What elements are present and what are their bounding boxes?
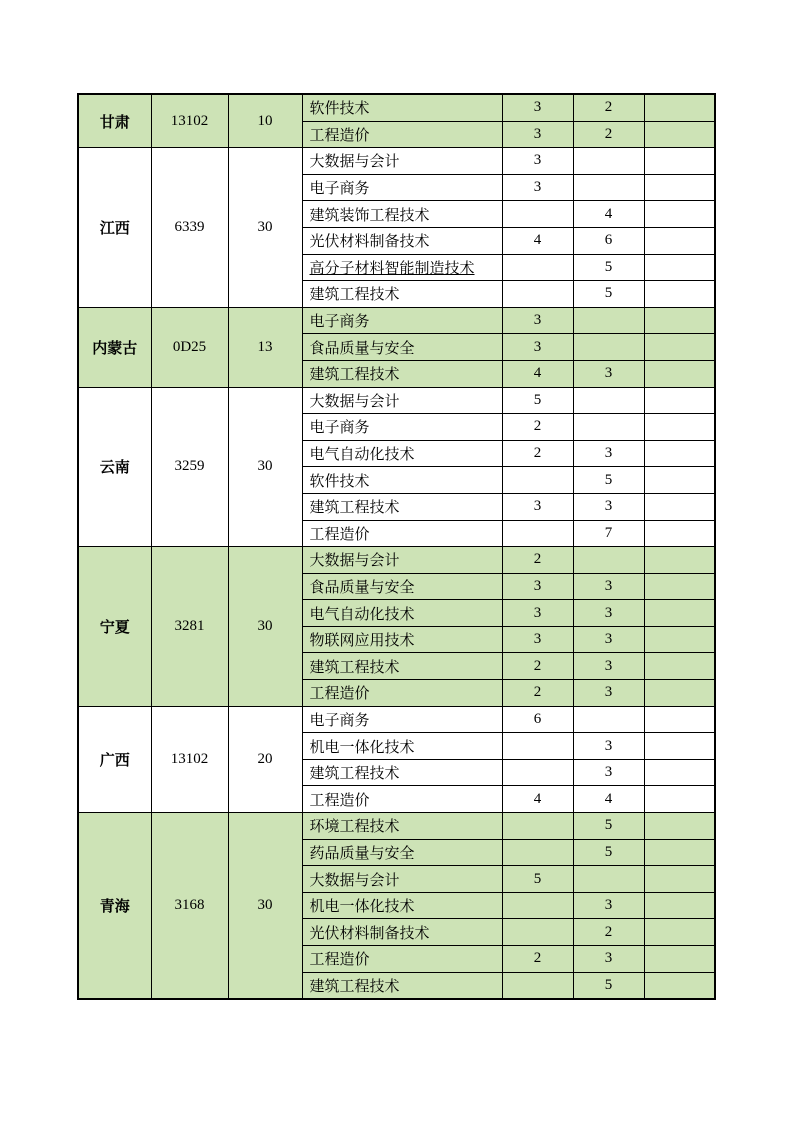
major-cell: 工程造价: [302, 121, 502, 148]
count-cell-3: [644, 360, 715, 387]
count-cell-2: 3: [573, 360, 644, 387]
count-cell-3: [644, 919, 715, 946]
count-cell-1: 3: [502, 600, 573, 627]
count-cell-2: 3: [573, 653, 644, 680]
major-cell: 机电一体化技术: [302, 892, 502, 919]
major-cell: 机电一体化技术: [302, 733, 502, 760]
major-cell: 工程造价: [302, 680, 502, 707]
count-cell-2: 4: [573, 786, 644, 813]
count-cell-2: 5: [573, 254, 644, 281]
count-cell-1: 4: [502, 360, 573, 387]
count-cell-1: [502, 839, 573, 866]
major-cell: 电子商务: [302, 706, 502, 733]
count-cell-3: [644, 866, 715, 893]
code-cell: 13102: [151, 94, 228, 148]
count-cell-1: 2: [502, 946, 573, 973]
count-cell-2: 2: [573, 94, 644, 121]
count-cell-1: [502, 759, 573, 786]
count-cell-2: [573, 307, 644, 334]
count-cell-2: 3: [573, 600, 644, 627]
count-cell-3: [644, 706, 715, 733]
count-cell-1: 2: [502, 440, 573, 467]
count-cell-1: [502, 467, 573, 494]
code-cell: 3168: [151, 813, 228, 1000]
count-cell-2: 3: [573, 573, 644, 600]
count-cell-1: 3: [502, 174, 573, 201]
count-cell-2: 5: [573, 839, 644, 866]
province-cell: 甘肃: [78, 94, 151, 148]
major-cell: 建筑工程技术: [302, 281, 502, 308]
code-cell: 3281: [151, 547, 228, 707]
table-row: [78, 307, 715, 334]
count-cell-3: [644, 440, 715, 467]
count-cell-1: [502, 892, 573, 919]
table-row: [78, 148, 715, 175]
count-cell-1: [502, 919, 573, 946]
plan-count-cell: 30: [228, 148, 302, 308]
count-cell-1: 4: [502, 227, 573, 254]
count-cell-2: 5: [573, 813, 644, 840]
major-cell: 建筑工程技术: [302, 493, 502, 520]
count-cell-2: [573, 148, 644, 175]
count-cell-2: [573, 174, 644, 201]
count-cell-1: 3: [502, 121, 573, 148]
count-cell-3: [644, 600, 715, 627]
count-cell-1: 3: [502, 307, 573, 334]
count-cell-2: [573, 387, 644, 414]
count-cell-3: [644, 733, 715, 760]
count-cell-2: 5: [573, 467, 644, 494]
province-cell: 内蒙古: [78, 307, 151, 387]
count-cell-2: [573, 414, 644, 441]
count-cell-2: 3: [573, 493, 644, 520]
count-cell-3: [644, 281, 715, 308]
count-cell-3: [644, 493, 715, 520]
count-cell-3: [644, 414, 715, 441]
count-cell-3: [644, 972, 715, 999]
count-cell-1: 5: [502, 387, 573, 414]
count-cell-3: [644, 307, 715, 334]
count-cell-1: 6: [502, 706, 573, 733]
count-cell-1: 3: [502, 493, 573, 520]
major-cell: 建筑工程技术: [302, 759, 502, 786]
count-cell-1: 3: [502, 626, 573, 653]
count-cell-1: [502, 281, 573, 308]
code-cell: 0D25: [151, 307, 228, 387]
count-cell-1: [502, 733, 573, 760]
count-cell-1: 3: [502, 148, 573, 175]
table-row: [78, 706, 715, 733]
count-cell-1: 5: [502, 866, 573, 893]
major-cell: 建筑工程技术: [302, 360, 502, 387]
table-row: [78, 94, 715, 121]
code-cell: 3259: [151, 387, 228, 547]
major-cell: 软件技术: [302, 467, 502, 494]
count-cell-2: 2: [573, 919, 644, 946]
plan-count-cell: 10: [228, 94, 302, 148]
province-cell: 江西: [78, 148, 151, 308]
table-row: [78, 813, 715, 840]
count-cell-2: 5: [573, 281, 644, 308]
count-cell-3: [644, 839, 715, 866]
count-cell-2: 2: [573, 121, 644, 148]
plan-count-cell: 13: [228, 307, 302, 387]
major-cell: [302, 254, 502, 281]
major-cell: 电子商务: [302, 307, 502, 334]
count-cell-2: 6: [573, 227, 644, 254]
count-cell-3: [644, 94, 715, 121]
count-cell-3: [644, 520, 715, 547]
plan-count-cell: 30: [228, 813, 302, 1000]
count-cell-1: [502, 972, 573, 999]
major-cell: 大数据与会计: [302, 148, 502, 175]
count-cell-1: 2: [502, 653, 573, 680]
count-cell-1: 4: [502, 786, 573, 813]
count-cell-3: [644, 626, 715, 653]
enrollment-plan-table: [77, 93, 716, 1000]
major-cell: 软件技术: [302, 94, 502, 121]
code-cell: 6339: [151, 148, 228, 308]
major-cell: 工程造价: [302, 520, 502, 547]
count-cell-3: [644, 547, 715, 574]
major-cell: 环境工程技术: [302, 813, 502, 840]
plan-count-cell: 30: [228, 387, 302, 547]
major-cell: 食品质量与安全: [302, 334, 502, 361]
count-cell-1: [502, 254, 573, 281]
count-cell-3: [644, 946, 715, 973]
code-cell: 13102: [151, 706, 228, 812]
major-cell: 光伏材料制备技术: [302, 227, 502, 254]
count-cell-2: 3: [573, 759, 644, 786]
count-cell-2: 4: [573, 201, 644, 228]
major-cell: 电气自动化技术: [302, 440, 502, 467]
count-cell-3: [644, 387, 715, 414]
count-cell-3: [644, 334, 715, 361]
count-cell-1: 3: [502, 94, 573, 121]
major-cell: 食品质量与安全: [302, 573, 502, 600]
count-cell-2: 3: [573, 626, 644, 653]
plan-count-cell: 30: [228, 547, 302, 707]
count-cell-3: [644, 121, 715, 148]
count-cell-3: [644, 759, 715, 786]
major-cell: 电子商务: [302, 174, 502, 201]
major-cell: 大数据与会计: [302, 866, 502, 893]
major-cell: 建筑工程技术: [302, 653, 502, 680]
count-cell-2: 3: [573, 680, 644, 707]
major-cell: 工程造价: [302, 946, 502, 973]
count-cell-3: [644, 892, 715, 919]
major-cell: 药品质量与安全: [302, 839, 502, 866]
major-cell: 大数据与会计: [302, 387, 502, 414]
count-cell-2: 3: [573, 892, 644, 919]
count-cell-3: [644, 174, 715, 201]
table-body: [78, 94, 715, 999]
count-cell-2: [573, 334, 644, 361]
count-cell-1: [502, 520, 573, 547]
count-cell-2: [573, 706, 644, 733]
count-cell-3: [644, 573, 715, 600]
plan-count-cell: 20: [228, 706, 302, 812]
count-cell-3: [644, 786, 715, 813]
count-cell-1: 2: [502, 547, 573, 574]
table-row: [78, 547, 715, 574]
count-cell-3: [644, 201, 715, 228]
province-cell: 广西: [78, 706, 151, 812]
count-cell-3: [644, 148, 715, 175]
count-cell-1: 3: [502, 573, 573, 600]
count-cell-2: 3: [573, 440, 644, 467]
count-cell-1: [502, 813, 573, 840]
count-cell-3: [644, 653, 715, 680]
count-cell-2: 3: [573, 946, 644, 973]
major-cell: 工程造价: [302, 786, 502, 813]
province-cell: 青海: [78, 813, 151, 1000]
table-row: [78, 387, 715, 414]
count-cell-3: [644, 680, 715, 707]
count-cell-2: [573, 866, 644, 893]
major-name-underlined: 高分子材料智能制造技术: [309, 258, 475, 277]
major-cell: 建筑工程技术: [302, 972, 502, 999]
major-cell: 电气自动化技术: [302, 600, 502, 627]
count-cell-2: [573, 547, 644, 574]
count-cell-3: [644, 227, 715, 254]
major-cell: 大数据与会计: [302, 547, 502, 574]
province-cell: 云南: [78, 387, 151, 547]
province-cell: 宁夏: [78, 547, 151, 707]
count-cell-1: 2: [502, 680, 573, 707]
count-cell-3: [644, 467, 715, 494]
major-cell: 物联网应用技术: [302, 626, 502, 653]
count-cell-1: 3: [502, 334, 573, 361]
count-cell-2: 7: [573, 520, 644, 547]
count-cell-1: [502, 201, 573, 228]
major-cell: 电子商务: [302, 414, 502, 441]
count-cell-3: [644, 813, 715, 840]
count-cell-2: 5: [573, 972, 644, 999]
major-cell: 光伏材料制备技术: [302, 919, 502, 946]
count-cell-3: [644, 254, 715, 281]
count-cell-1: 2: [502, 414, 573, 441]
count-cell-2: 3: [573, 733, 644, 760]
major-cell: 建筑装饰工程技术: [302, 201, 502, 228]
